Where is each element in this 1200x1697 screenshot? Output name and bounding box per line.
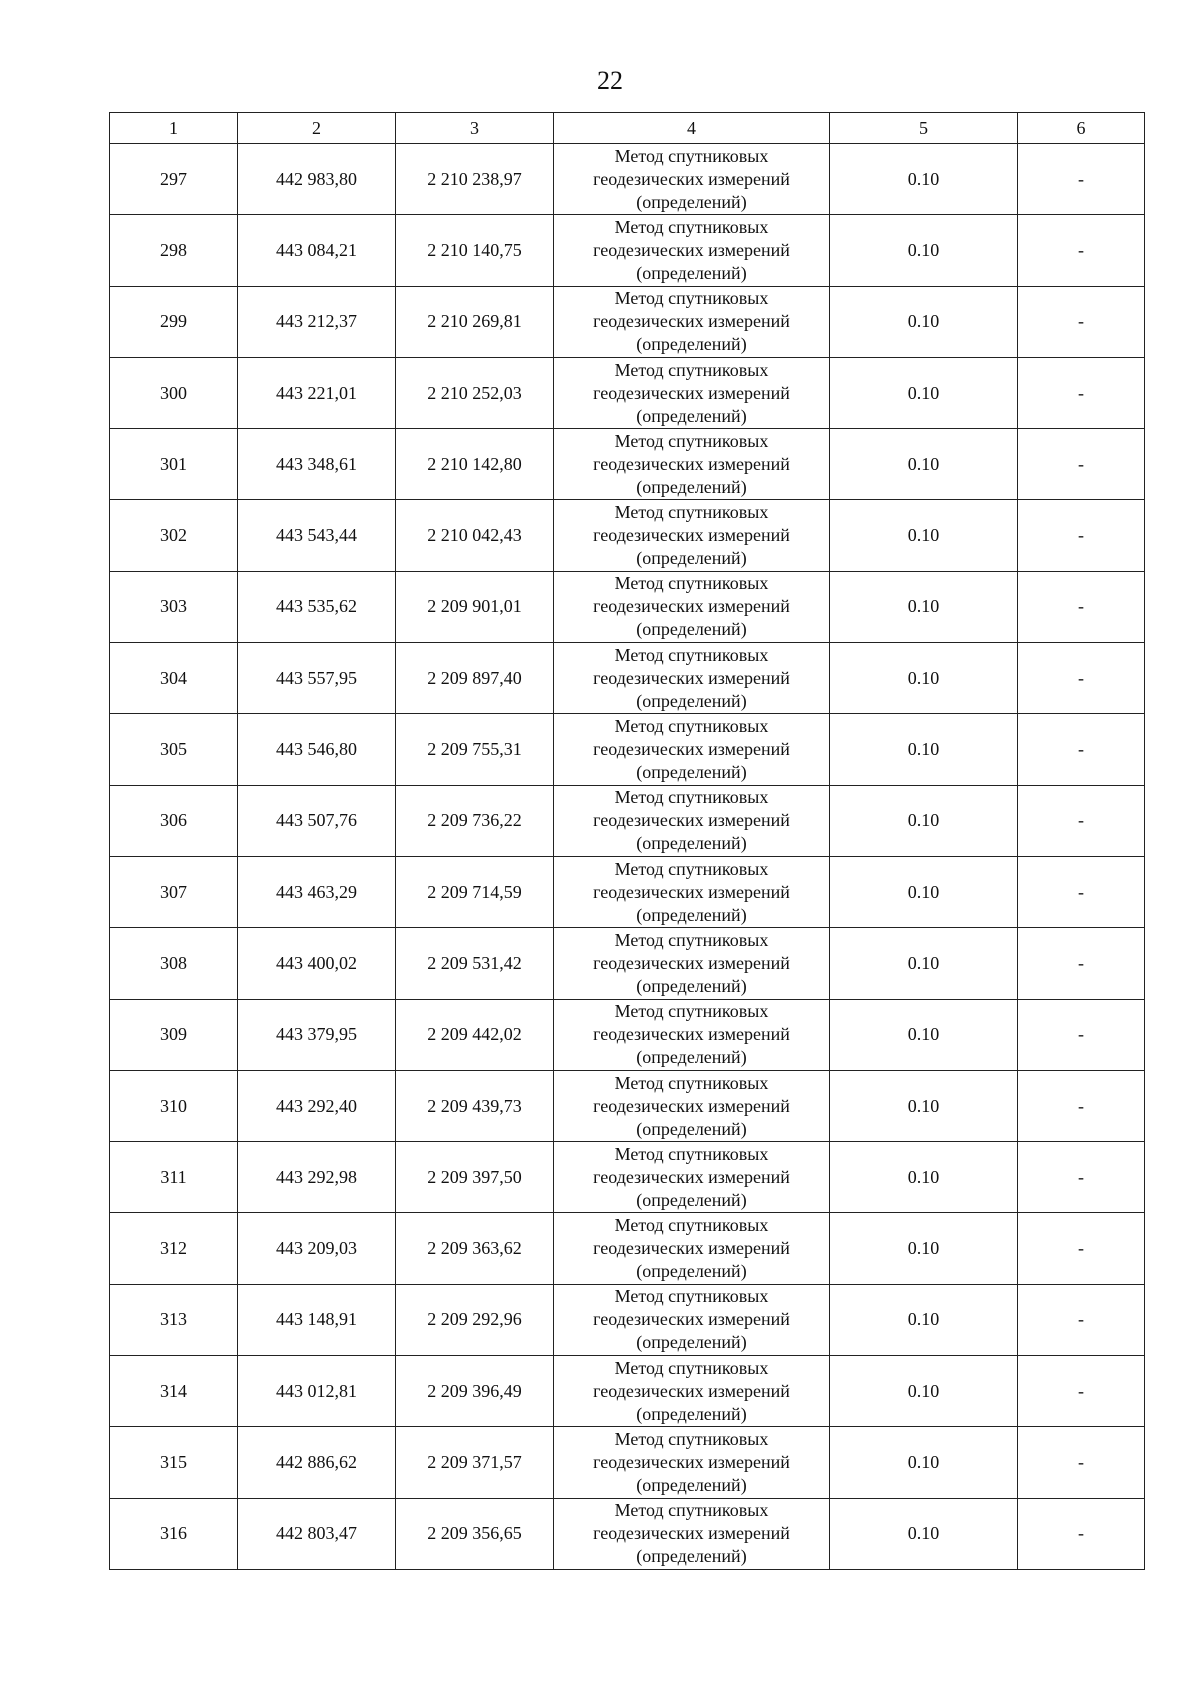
- precision-cell: 0.10: [830, 928, 1018, 999]
- method-line: (определений): [636, 191, 747, 212]
- x-coordinate-cell: 443 557,95: [238, 643, 396, 714]
- method-cell: [554, 1142, 830, 1213]
- method-cell: [554, 286, 830, 357]
- method-cell: [554, 144, 830, 215]
- method-line: Метод спутниковых: [614, 573, 769, 594]
- method-cell: [554, 1498, 830, 1569]
- method-line: геодезических измерений: [593, 1451, 790, 1472]
- table-row: [110, 1284, 1145, 1355]
- x-coordinate-cell: 443 507,76: [238, 785, 396, 856]
- note-cell: -: [1018, 856, 1145, 927]
- note-cell: -: [1018, 1284, 1145, 1355]
- precision-cell: 0.10: [830, 429, 1018, 500]
- method-line: (определений): [636, 476, 747, 497]
- point-number-cell: 308: [110, 928, 238, 999]
- point-number-cell: 304: [110, 643, 238, 714]
- note-cell: -: [1018, 429, 1145, 500]
- method-line: Метод спутниковых: [614, 1143, 769, 1164]
- note-cell: -: [1018, 928, 1145, 999]
- method-line: геодезических измерений: [593, 810, 790, 831]
- method-line: (определений): [636, 548, 747, 569]
- table-row: [110, 1142, 1145, 1213]
- method-line: геодезических измерений: [593, 1380, 790, 1401]
- y-coordinate-cell: 2 209 363,62: [396, 1213, 554, 1284]
- precision-cell: 0.10: [830, 571, 1018, 642]
- x-coordinate-cell: 443 546,80: [238, 714, 396, 785]
- method-line: (определений): [636, 1261, 747, 1282]
- method-line: (определений): [636, 1474, 747, 1495]
- method-line: Метод спутниковых: [614, 1428, 769, 1449]
- precision-cell: 0.10: [830, 500, 1018, 571]
- x-coordinate-cell: 442 983,80: [238, 144, 396, 215]
- y-coordinate-cell: 2 209 396,49: [396, 1356, 554, 1427]
- method-line: (определений): [636, 833, 747, 854]
- method-line: геодезических измерений: [593, 525, 790, 546]
- y-coordinate-cell: 2 209 356,65: [396, 1498, 554, 1569]
- table-header-row: [110, 113, 1145, 144]
- precision-cell: 0.10: [830, 1284, 1018, 1355]
- x-coordinate-cell: 443 212,37: [238, 286, 396, 357]
- column-header-5: 5: [830, 113, 1018, 144]
- method-line: (определений): [636, 334, 747, 355]
- column-header-3: 3: [396, 113, 554, 144]
- x-coordinate-cell: 443 463,29: [238, 856, 396, 927]
- table-row: [110, 856, 1145, 927]
- note-cell: -: [1018, 1142, 1145, 1213]
- precision-cell: 0.10: [830, 215, 1018, 286]
- table-row: [110, 1213, 1145, 1284]
- method-line: геодезических измерений: [593, 596, 790, 617]
- method-cell: [554, 357, 830, 428]
- precision-cell: 0.10: [830, 714, 1018, 785]
- y-coordinate-cell: 2 209 371,57: [396, 1427, 554, 1498]
- method-line: Метод спутниковых: [614, 145, 769, 166]
- method-line: геодезических измерений: [593, 1095, 790, 1116]
- y-coordinate-cell: 2 209 442,02: [396, 999, 554, 1070]
- method-cell: [554, 643, 830, 714]
- method-line: Метод спутниковых: [614, 430, 769, 451]
- method-line: (определений): [636, 904, 747, 925]
- y-coordinate-cell: 2 209 755,31: [396, 714, 554, 785]
- point-number-cell: 300: [110, 357, 238, 428]
- method-line: (определений): [636, 762, 747, 783]
- method-line: геодезических измерений: [593, 667, 790, 688]
- method-line: геодезических измерений: [593, 1024, 790, 1045]
- table-row: [110, 1070, 1145, 1141]
- table-row: [110, 1498, 1145, 1569]
- precision-cell: 0.10: [830, 1213, 1018, 1284]
- point-number-cell: 298: [110, 215, 238, 286]
- precision-cell: 0.10: [830, 357, 1018, 428]
- y-coordinate-cell: 2 210 142,80: [396, 429, 554, 500]
- table-row: [110, 500, 1145, 571]
- point-number-cell: 310: [110, 1070, 238, 1141]
- column-header-4: 4: [554, 113, 830, 144]
- method-line: (определений): [636, 1118, 747, 1139]
- method-line: (определений): [636, 262, 747, 283]
- method-line: Метод спутниковых: [614, 929, 769, 950]
- precision-cell: 0.10: [830, 643, 1018, 714]
- point-number-cell: 301: [110, 429, 238, 500]
- column-header-6: 6: [1018, 113, 1145, 144]
- method-line: Метод спутниковых: [614, 644, 769, 665]
- method-cell: [554, 1284, 830, 1355]
- point-number-cell: 303: [110, 571, 238, 642]
- x-coordinate-cell: 443 012,81: [238, 1356, 396, 1427]
- note-cell: -: [1018, 1356, 1145, 1427]
- column-header-2: 2: [238, 113, 396, 144]
- method-line: Метод спутниковых: [614, 1001, 769, 1022]
- method-line: геодезических измерений: [593, 1309, 790, 1330]
- method-cell: [554, 429, 830, 500]
- note-cell: -: [1018, 643, 1145, 714]
- precision-cell: 0.10: [830, 1142, 1018, 1213]
- method-line: геодезических измерений: [593, 311, 790, 332]
- y-coordinate-cell: 2 209 397,50: [396, 1142, 554, 1213]
- x-coordinate-cell: 443 379,95: [238, 999, 396, 1070]
- method-cell: [554, 571, 830, 642]
- method-line: Метод спутниковых: [614, 1357, 769, 1378]
- method-line: геодезических измерений: [593, 168, 790, 189]
- point-number-cell: 302: [110, 500, 238, 571]
- page-number: 22: [597, 66, 623, 95]
- y-coordinate-cell: 2 209 901,01: [396, 571, 554, 642]
- method-line: (определений): [636, 1403, 747, 1424]
- method-line: геодезических измерений: [593, 881, 790, 902]
- precision-cell: 0.10: [830, 999, 1018, 1070]
- method-cell: [554, 999, 830, 1070]
- method-line: (определений): [636, 690, 747, 711]
- precision-cell: 0.10: [830, 286, 1018, 357]
- method-line: Метод спутниковых: [614, 1072, 769, 1093]
- note-cell: -: [1018, 999, 1145, 1070]
- x-coordinate-cell: 442 803,47: [238, 1498, 396, 1569]
- method-line: (определений): [636, 975, 747, 996]
- y-coordinate-cell: 2 210 140,75: [396, 215, 554, 286]
- method-cell: [554, 215, 830, 286]
- point-number-cell: 311: [110, 1142, 238, 1213]
- method-line: геодезических измерений: [593, 1523, 790, 1544]
- method-line: (определений): [636, 1546, 747, 1567]
- y-coordinate-cell: 2 209 292,96: [396, 1284, 554, 1355]
- y-coordinate-cell: 2 210 269,81: [396, 286, 554, 357]
- y-coordinate-cell: 2 210 238,97: [396, 144, 554, 215]
- precision-cell: 0.10: [830, 785, 1018, 856]
- note-cell: -: [1018, 286, 1145, 357]
- x-coordinate-cell: 443 292,40: [238, 1070, 396, 1141]
- precision-cell: 0.10: [830, 144, 1018, 215]
- method-cell: [554, 714, 830, 785]
- method-cell: [554, 928, 830, 999]
- point-number-cell: 297: [110, 144, 238, 215]
- y-coordinate-cell: 2 209 714,59: [396, 856, 554, 927]
- method-cell: [554, 1213, 830, 1284]
- table-row: [110, 1356, 1145, 1427]
- method-cell: [554, 785, 830, 856]
- point-number-cell: 315: [110, 1427, 238, 1498]
- method-line: геодезических измерений: [593, 239, 790, 260]
- point-number-cell: 314: [110, 1356, 238, 1427]
- point-number-cell: 306: [110, 785, 238, 856]
- method-cell: [554, 1356, 830, 1427]
- precision-cell: 0.10: [830, 856, 1018, 927]
- coordinates-table: [109, 112, 1145, 1570]
- method-line: Метод спутниковых: [614, 502, 769, 523]
- x-coordinate-cell: 443 209,03: [238, 1213, 396, 1284]
- method-line: геодезических измерений: [593, 1238, 790, 1259]
- table-body: [110, 144, 1145, 1570]
- method-line: геодезических измерений: [593, 952, 790, 973]
- note-cell: -: [1018, 500, 1145, 571]
- note-cell: -: [1018, 215, 1145, 286]
- table-row: [110, 429, 1145, 500]
- y-coordinate-cell: 2 210 042,43: [396, 500, 554, 571]
- table-row: [110, 215, 1145, 286]
- x-coordinate-cell: 443 292,98: [238, 1142, 396, 1213]
- method-line: Метод спутниковых: [614, 1286, 769, 1307]
- y-coordinate-cell: 2 210 252,03: [396, 357, 554, 428]
- point-number-cell: 313: [110, 1284, 238, 1355]
- method-line: Метод спутниковых: [614, 359, 769, 380]
- point-number-cell: 307: [110, 856, 238, 927]
- x-coordinate-cell: 442 886,62: [238, 1427, 396, 1498]
- y-coordinate-cell: 2 209 531,42: [396, 928, 554, 999]
- table-row: [110, 286, 1145, 357]
- note-cell: -: [1018, 1213, 1145, 1284]
- table-row: [110, 928, 1145, 999]
- column-header-1: 1: [110, 113, 238, 144]
- table-row: [110, 785, 1145, 856]
- method-line: Метод спутниковых: [614, 858, 769, 879]
- note-cell: -: [1018, 1427, 1145, 1498]
- method-cell: [554, 500, 830, 571]
- table-row: [110, 999, 1145, 1070]
- precision-cell: 0.10: [830, 1498, 1018, 1569]
- note-cell: -: [1018, 144, 1145, 215]
- table-row: [110, 144, 1145, 215]
- point-number-cell: 309: [110, 999, 238, 1070]
- method-line: (определений): [636, 1047, 747, 1068]
- note-cell: -: [1018, 1070, 1145, 1141]
- method-line: геодезических измерений: [593, 453, 790, 474]
- method-line: Метод спутниковых: [614, 787, 769, 808]
- y-coordinate-cell: 2 209 736,22: [396, 785, 554, 856]
- note-cell: -: [1018, 571, 1145, 642]
- y-coordinate-cell: 2 209 439,73: [396, 1070, 554, 1141]
- note-cell: -: [1018, 357, 1145, 428]
- method-cell: [554, 856, 830, 927]
- method-line: Метод спутниковых: [614, 1500, 769, 1521]
- method-line: (определений): [636, 405, 747, 426]
- x-coordinate-cell: 443 221,01: [238, 357, 396, 428]
- table-row: [110, 714, 1145, 785]
- precision-cell: 0.10: [830, 1070, 1018, 1141]
- method-line: геодезических измерений: [593, 1166, 790, 1187]
- table-row: [110, 357, 1145, 428]
- method-line: Метод спутниковых: [614, 716, 769, 737]
- method-line: (определений): [636, 619, 747, 640]
- method-line: геодезических измерений: [593, 382, 790, 403]
- x-coordinate-cell: 443 400,02: [238, 928, 396, 999]
- method-cell: [554, 1427, 830, 1498]
- x-coordinate-cell: 443 084,21: [238, 215, 396, 286]
- method-line: (определений): [636, 1332, 747, 1353]
- x-coordinate-cell: 443 535,62: [238, 571, 396, 642]
- precision-cell: 0.10: [830, 1356, 1018, 1427]
- precision-cell: 0.10: [830, 1427, 1018, 1498]
- point-number-cell: 305: [110, 714, 238, 785]
- y-coordinate-cell: 2 209 897,40: [396, 643, 554, 714]
- table-row: [110, 571, 1145, 642]
- method-line: Метод спутниковых: [614, 1215, 769, 1236]
- table-row: [110, 643, 1145, 714]
- method-line: Метод спутниковых: [614, 288, 769, 309]
- method-line: Метод спутниковых: [614, 216, 769, 237]
- x-coordinate-cell: 443 148,91: [238, 1284, 396, 1355]
- note-cell: -: [1018, 1498, 1145, 1569]
- point-number-cell: 316: [110, 1498, 238, 1569]
- x-coordinate-cell: 443 543,44: [238, 500, 396, 571]
- note-cell: -: [1018, 785, 1145, 856]
- table-row: [110, 1427, 1145, 1498]
- point-number-cell: 299: [110, 286, 238, 357]
- method-line: (определений): [636, 1189, 747, 1210]
- method-line: геодезических измерений: [593, 739, 790, 760]
- point-number-cell: 312: [110, 1213, 238, 1284]
- x-coordinate-cell: 443 348,61: [238, 429, 396, 500]
- method-cell: [554, 1070, 830, 1141]
- note-cell: -: [1018, 714, 1145, 785]
